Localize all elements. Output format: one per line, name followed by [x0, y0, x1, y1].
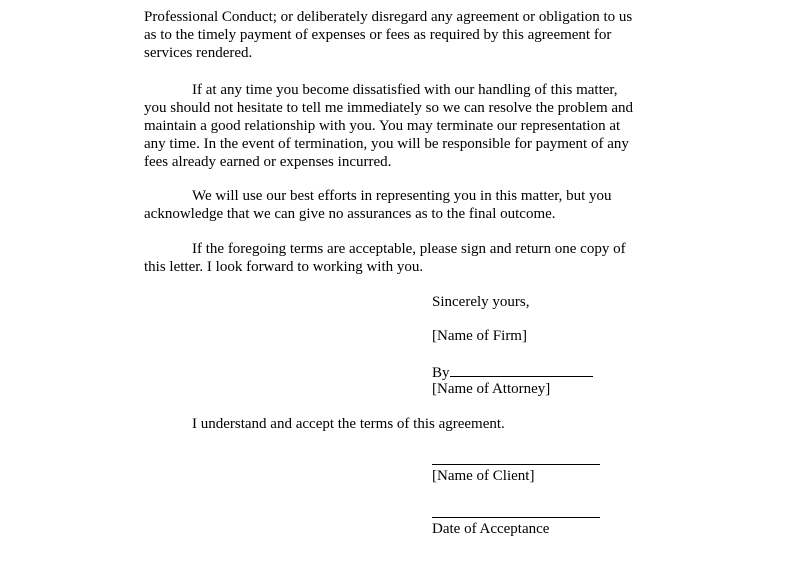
date-of-acceptance-label: Date of Acceptance [432, 521, 550, 537]
text-line: you should not hesitate to tell me immediately so we can resolve the problem and [144, 100, 634, 116]
acceptance-statement [144, 415, 674, 433]
text-line: services rendered. [144, 45, 253, 61]
text-line: fees already earned or expenses incurred. [144, 154, 392, 170]
paragraph-acceptance-request [144, 240, 674, 276]
paragraph-best-efforts [144, 187, 674, 223]
text-line: If the foregoing terms are acceptable, please sign and return one copy of [192, 241, 626, 257]
text-line: Professional Conduct; or deliberately disregard any agreement or obligation to us [144, 9, 633, 25]
signature-blank[interactable] [450, 362, 593, 377]
text-line: this letter. I look forward to working with you. [144, 259, 424, 275]
text-line: We will use our best efforts in representing you in this matter, but you [192, 188, 612, 204]
client-signature-line[interactable] [432, 464, 600, 465]
attorney-name: [Name of Attorney] [432, 381, 551, 397]
by-label: By [432, 365, 450, 381]
text-line: If at any time you become dissatisfied with our handling of this matter, [192, 82, 618, 98]
closing-text: Sincerely yours, [432, 294, 530, 310]
text-line: any time. In the event of termination, you will be responsible for payment of any [144, 136, 629, 152]
paragraph-conduct [144, 8, 674, 62]
date-signature-line[interactable] [432, 517, 600, 518]
text-line: I understand and accept the terms of this agreement. [192, 416, 505, 432]
text-line: acknowledge that we can give no assurances as to the final outcome. [144, 206, 556, 222]
paragraph-dissatisfaction [144, 81, 674, 171]
firm-name: [Name of Firm] [432, 328, 527, 344]
text-line: as to the timely payment of expenses or fees as required by this agreement for [144, 27, 612, 43]
client-name: [Name of Client] [432, 468, 535, 484]
attorney-signature-line[interactable] [432, 362, 593, 382]
text-line: maintain a good relationship with you. You may terminate our representation at [144, 118, 621, 134]
